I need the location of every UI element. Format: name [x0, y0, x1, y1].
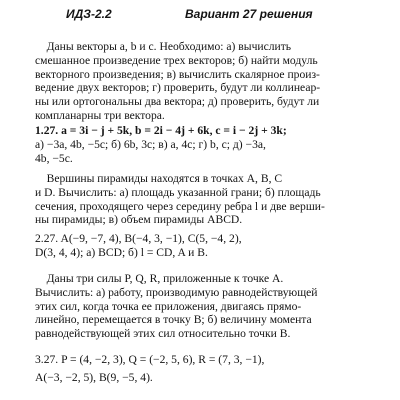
task-line	[35, 40, 370, 54]
task-line: смешанное произведение трех векторов; б) найти модуль	[35, 53, 318, 67]
task-line: сечения, проходящего через середину ребра l и две верши-	[35, 199, 325, 213]
task-line: равнодействующей этих сил относительно точки B.	[35, 327, 291, 341]
task-line: ведение двух векторов; г) проверить, будут ли коллинеар-	[35, 81, 321, 95]
assignment-code: ИДЗ-2.2	[66, 7, 112, 21]
task-line: Вычислить: а) работу, производимую равнодействующей	[35, 285, 318, 299]
task-1-statement	[35, 40, 370, 123]
variant-2-data	[35, 232, 375, 260]
task-line: векторного произведения; в) вычислить скалярное произ-	[35, 67, 320, 81]
task-line: ны пирамиды; в) объем пирамиды ABCD.	[35, 213, 243, 227]
variant-title: Вариант 27 решения	[185, 7, 313, 21]
task-3-statement	[35, 272, 370, 341]
task-line: этих сил, когда точка ее приложения, двигаясь прямо-	[35, 299, 302, 313]
task-line: и D. Вычислить: а) площадь указанной грани; б) площадь	[35, 185, 321, 199]
task-line: компланарны три вектора.	[35, 108, 165, 122]
variant-line: а) −3a, 4b, −5c; б) 6b, 3c; в) a, 4c; г) b, c; д) −3a,	[35, 138, 266, 151]
variant-3-data	[35, 351, 375, 387]
variant-1-data	[35, 124, 375, 166]
variant-line: D(3, 4, 4); а) BCD; б) l = CD, A и B.	[35, 246, 208, 259]
variant-line: 3.27. P = (4, −2, 3), Q = (−2, 5, 6), R = (7, 3, −1),	[35, 353, 265, 366]
task-line: линейно, перемещается в точку B; б) величину момента	[35, 313, 312, 327]
task-line	[35, 272, 370, 286]
task-line-text: Даны три силы P, Q, R, приложенные к точке A.	[46, 272, 284, 285]
task-2-statement	[35, 172, 370, 227]
task-line-text: Вершины пирамиды находятся в точках A, B, C	[46, 172, 283, 185]
variant-line: 1.27. a = 3i − j + 5k, b = 2i − 4j + 6k, c = i − 2j + 3k;	[35, 124, 287, 137]
variant-line: 4b, −5c.	[35, 152, 73, 165]
variant-line: 2.27. A(−9, −7, 4), B(−4, 3, −1), C(5, −4, 2),	[35, 232, 242, 245]
task-line-text: Даны векторы a, b и c. Необходимо: а) вычислить	[46, 40, 292, 53]
variant-line: A(−3, −2, 5), B(9, −5, 4).	[35, 371, 153, 384]
task-line: ны или ортогональны два вектора; д) проверить, будут ли	[35, 95, 320, 109]
task-line	[35, 172, 370, 186]
